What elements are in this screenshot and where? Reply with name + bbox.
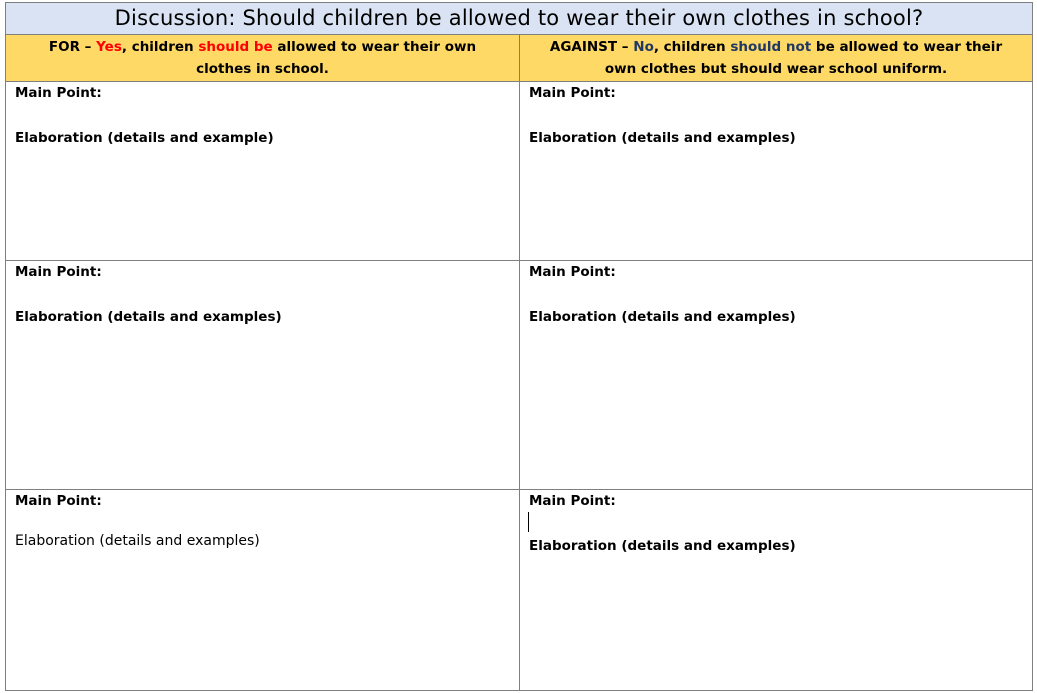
main-point-label: Main Point: [15, 493, 102, 509]
main-point-label: Main Point: [529, 264, 616, 280]
against-header-no: No [633, 39, 654, 55]
against-header-prefix: AGAINST – [549, 39, 634, 55]
elaboration-label: Elaboration (details and examples) [15, 309, 282, 325]
main-point-label: Main Point: [15, 264, 102, 280]
against-header-emphasis: should not [730, 39, 812, 55]
discussion-table [5, 2, 1033, 691]
elaboration-label: Elaboration (details and examples) [529, 538, 796, 554]
against-cell-1[interactable] [520, 82, 1033, 261]
against-header [520, 35, 1033, 82]
text-cursor [528, 512, 529, 532]
elaboration-label: Elaboration (details and examples) [15, 533, 260, 549]
for-header-yes: Yes [96, 39, 122, 55]
elaboration-label: Elaboration (details and examples) [529, 309, 796, 325]
for-header-mid: , children [121, 39, 199, 55]
main-point-label: Main Point: [529, 85, 616, 101]
elaboration-label: Elaboration (details and examples) [529, 130, 796, 146]
for-header-rest: allowed to wear their own clothes in school. [196, 39, 477, 77]
title-cell [6, 3, 1033, 35]
against-header-rest: be allowed to wear their own clothes but should wear school uniform. [604, 39, 1003, 77]
against-cell-2[interactable] [520, 261, 1033, 490]
for-header-emphasis: should be [198, 39, 273, 55]
for-cell-2[interactable] [6, 261, 520, 490]
against-cell-3[interactable] [520, 490, 1033, 691]
for-cell-3[interactable] [6, 490, 520, 691]
against-header-mid: , children [653, 39, 731, 55]
main-point-label: Main Point: [529, 493, 616, 509]
page-title: Discussion: Should children be allowed to wear their own clothes in school? [114, 6, 924, 30]
for-header [6, 35, 520, 82]
for-cell-1[interactable] [6, 82, 520, 261]
for-header-prefix: FOR – [48, 39, 97, 55]
elaboration-label: Elaboration (details and example) [15, 130, 274, 146]
main-point-label: Main Point: [15, 85, 102, 101]
